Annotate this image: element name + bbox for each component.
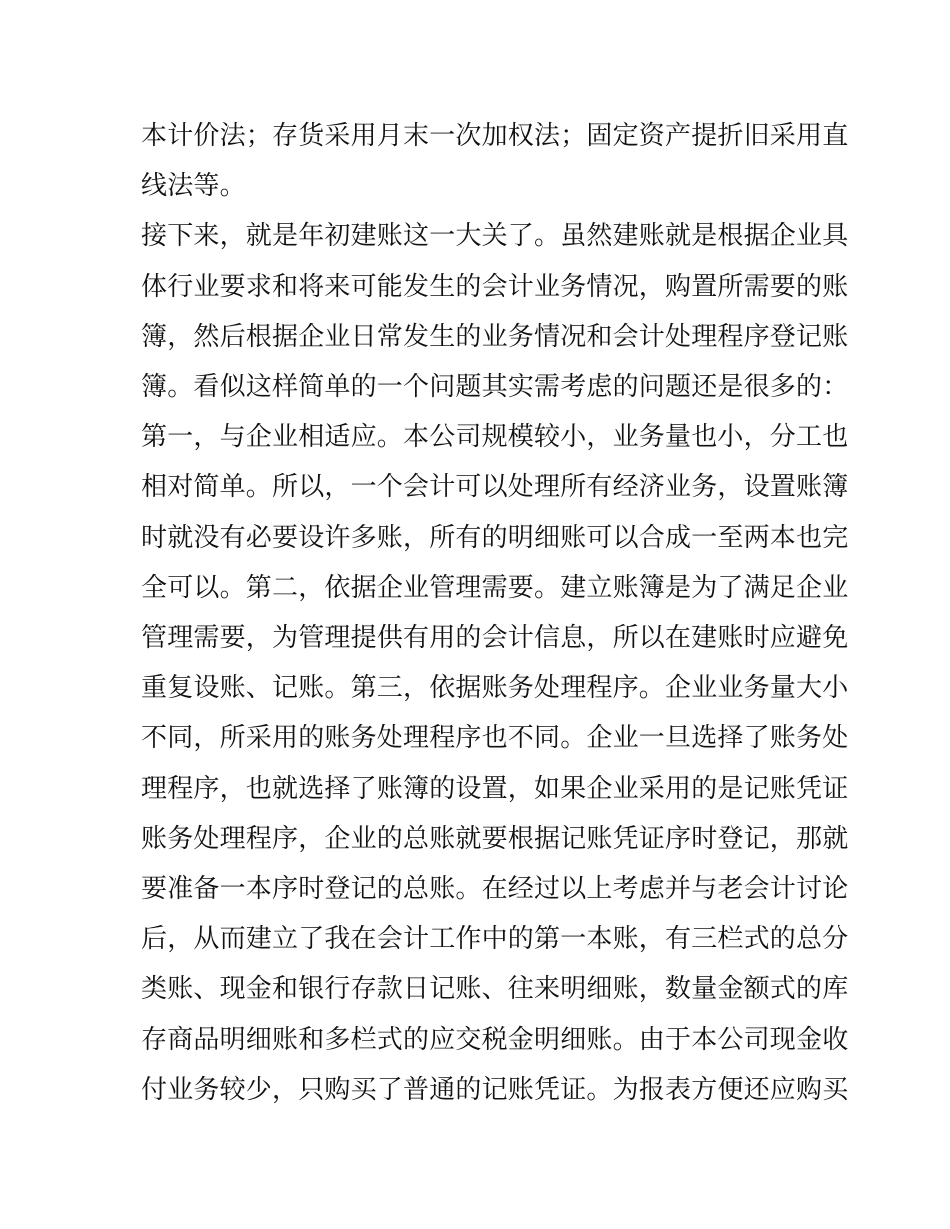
text-line-4: 体行业要求和将来可能发生的会计业务情况，购置所需要的账 <box>141 271 849 302</box>
text-line-20: 付业务较少，只购买了普通的记账凭证。为报表方便还应购买 <box>141 1074 849 1105</box>
text-line-2: 线法等。 <box>141 171 246 202</box>
text-line-16: 要准备一本序时登记的总账。在经过以上考虑并与老会计讨论 <box>141 874 849 905</box>
text-line-10: 全可以。第二，依据企业管理需要。建立账簿是为了满足企业 <box>141 572 849 603</box>
text-line-11: 管理需要，为管理提供有用的会计信息，所以在建账时应避免 <box>141 623 849 654</box>
text-line-6: 簿。看似这样简单的一个问题其实需考虑的问题还是很多的： <box>141 372 849 403</box>
text-line-5: 簿，然后根据企业日常发生的业务情况和会计处理程序登记账 <box>141 321 849 352</box>
text-line-15: 账务处理程序，企业的总账就要根据记账凭证序时登记，那就 <box>141 823 849 854</box>
body-text <box>141 111 849 1115</box>
text-line-9: 时就没有必要设许多账，所有的明细账可以合成一至两本也完 <box>141 522 849 553</box>
text-line-14: 理程序，也就选择了账簿的设置，如果企业采用的是记账凭证 <box>141 773 849 804</box>
text-line-12: 重复设账、记账。第三，依据账务处理程序。企业业务量大小 <box>141 673 849 704</box>
text-line-1: 本计价法；存货采用月末一次加权法；固定资产提折旧采用直 <box>141 121 849 151</box>
text-line-7: 第一，与企业相适应。本公司规模较小，业务量也小，分工也 <box>141 422 849 453</box>
text-line-13: 不同，所采用的账务处理程序也不同。企业一旦选择了账务处 <box>141 723 849 754</box>
text-line-19: 存商品明细账和多栏式的应交税金明细账。由于本公司现金收 <box>141 1024 849 1055</box>
text-line-3: 接下来，就是年初建账这一大关了。虽然建账就是根据企业具 <box>141 221 849 252</box>
text-line-18: 类账、现金和银行存款日记账、往来明细账，数量金额式的库 <box>141 974 849 1005</box>
text-line-17: 后，从而建立了我在会计工作中的第一本账，有三栏式的总分 <box>141 924 849 955</box>
text-line-8: 相对简单。所以，一个会计可以处理所有经济业务，设置账簿 <box>141 472 849 503</box>
